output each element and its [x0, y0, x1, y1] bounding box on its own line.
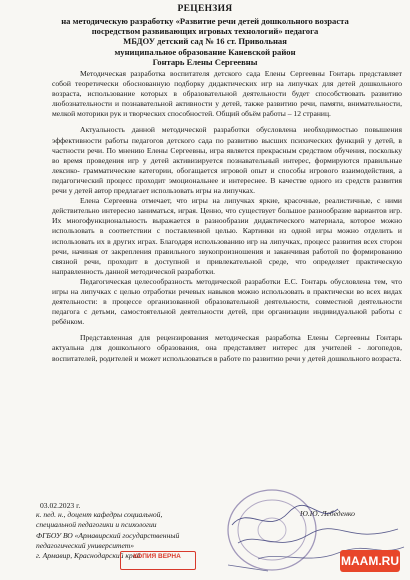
- paragraph: Педагогическая целесообразность методической разработки Е.С. Гонтарь обусловлена тем, что игры на липучках с целью отработки речевых навыков можно использовать в практически во всех видах деятельности: в процессе организованной образовательной деятельности, совместной деятельности педагога с детьми, самостоятельной деятельности детей, при организации индивидуальной работы с ребёнком.: [52, 276, 402, 327]
- review-body: [52, 69, 402, 364]
- reviewer-name: Ю.Ю. Лебеденко: [300, 509, 355, 518]
- credential-line: педагогический университет»: [36, 540, 135, 550]
- paragraph: Методическая разработка воспитателя детского сада Елены Сергеевны Гонтарь представляет собой теоретически обоснованную подборку дидактических игр на липучках для детей дошкольного возраста, использование которых в образовательной деятельности будет способствовать развитию любознательности и познавательной активности у детей, также развитию речи, памяти, внимательности, мелкой моторики рук и творческих способностей. Общий объём работы – 12 страниц.: [52, 69, 402, 119]
- credential-line: специальной педагогики и психологии: [36, 520, 157, 530]
- document-title: РЕЦЕНЗИЯ: [177, 4, 233, 14]
- credential-line: к. пед. н., доцент кафедры социальной,: [36, 510, 163, 519]
- document-subtitle: [0, 16, 410, 67]
- subtitle-line: Гонтарь Елены Сергеевны: [152, 56, 258, 67]
- site-watermark-badge[interactable]: MAAM.RU: [340, 550, 400, 572]
- credential-line: г. Армавир, Краснодарский край: [36, 551, 141, 561]
- subtitle-line: посредством развивающих игровых технологий» педагога: [91, 26, 319, 37]
- paragraph: Елена Сергеевна отмечает, что игры на липучках яркие, красочные, реалистичные, с ними действительно интересно заниматься, играя. Ценно, что существует большое разнообразие вариантов игр. Их многофункциональность выражается в разнообразии дидактического материала, которое можно использовать в соответствии с поставленной целью. Картинки из одной игры можно отделить и использовать их в других играх. Благодаря использованию игр на липучках, процесс развития всех сторон речи, начиная от закрепления правильного звукопроизношения и заканчивая работой по формированию связной речи, проходит в доступной и привлекательной среде, что определяет практическую направленность данной методической разработки.: [52, 196, 402, 276]
- credential-line: ФГБОУ ВО «Армавирский государственный: [36, 530, 180, 540]
- copy-stamp-text: КОПИЯ ВЕРНА: [133, 553, 181, 560]
- subtitle-line: муниципальное образование Каневской район: [114, 46, 296, 57]
- paragraph: Актуальность данной методической разработки обусловлена необходимостью повышения эффективности работы педагогов детского сада по развитию высших психических функций у детей, в частности речи. По мнению Елены Сергеевны, игра является прекрасным средством обучения, поскольку во время проведения игр у детей активизируется познавательный интерес, формируются правильные лексико- грамматические категории, обогащается игровой опыт и способы игрового взаимодействия, а педагогический процесс проходит эмоциональнее и интереснее. В качестве одного из средств развития речи у детей автор предлагает использовать игры на липучках.: [52, 125, 402, 196]
- subtitle-line: МБДОУ детский сад № 16 ст. Привольная: [123, 36, 287, 47]
- subtitle-line: на методическую разработку «Развитие речи детей дошкольного возраста: [61, 16, 349, 26]
- review-date: 03.02.2023 г.: [40, 501, 81, 510]
- paragraph: Представленная для рецензирования методическая разработка Елены Сергеевны Гонтарь актуальна для дошкольного образования, она представляет интерес для учителей - логопедов, воспитателей, родителей и может использоваться в работе по развитию речи у детей дошкольного возраста.: [52, 333, 402, 363]
